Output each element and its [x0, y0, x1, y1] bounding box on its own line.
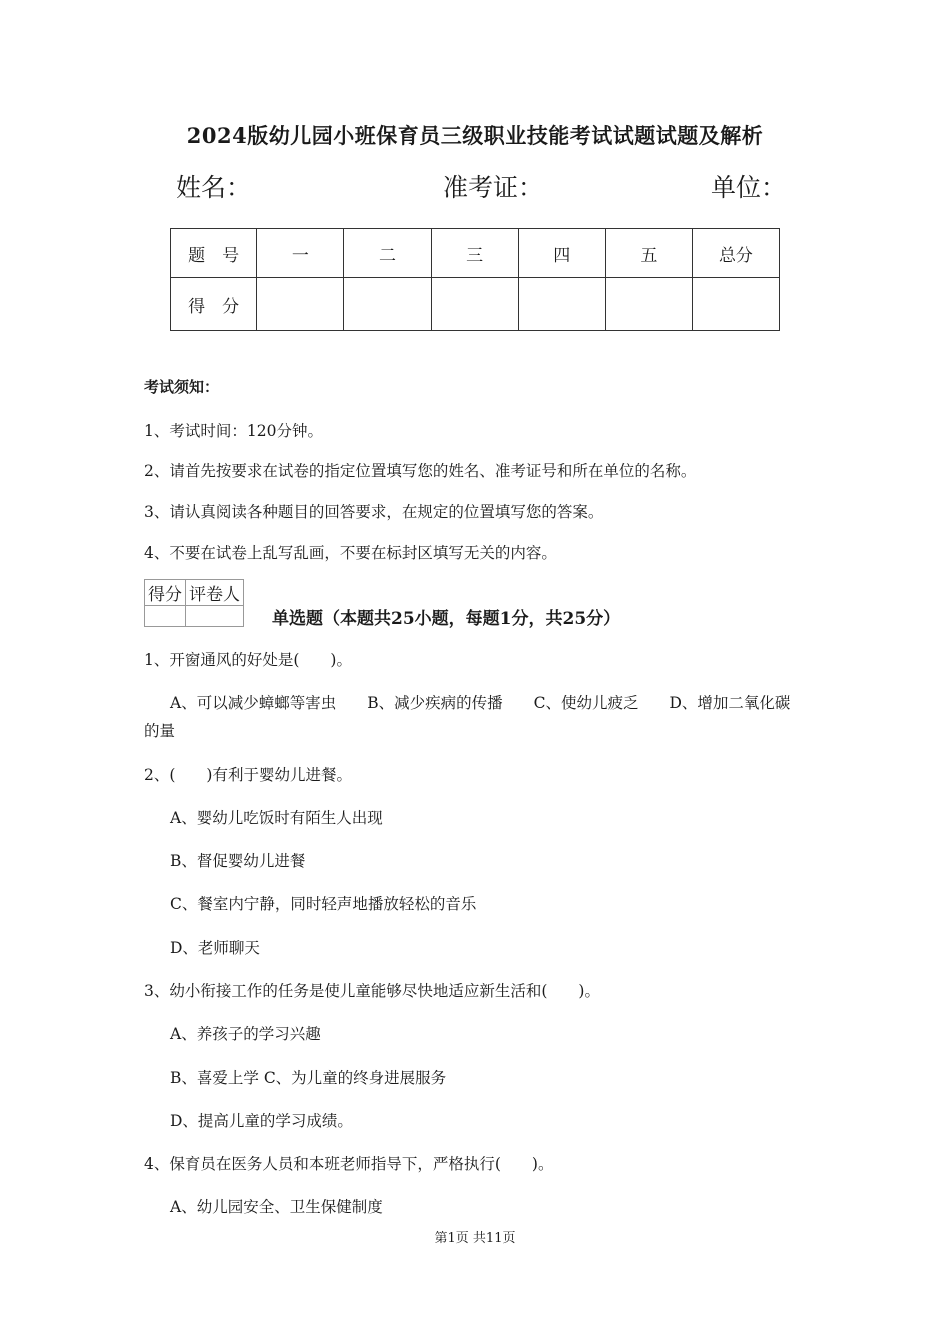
score-row-label: 得 分	[171, 278, 257, 331]
notice-item: 4、不要在试卷上乱写乱画，不要在标封区填写无关的内容。	[144, 544, 557, 562]
name-field-label: 姓名：	[176, 173, 252, 202]
page-footer: 第1页 共11页	[434, 1231, 516, 1246]
section-title: 单选题（本题共25小题，每题1分，共25分）	[272, 609, 621, 629]
score-cell[interactable]	[431, 278, 518, 331]
grader-score-label: 得分	[145, 580, 186, 606]
score-cell[interactable]	[257, 278, 344, 331]
question-option: C、餐室内宁静，同时轻声地播放轻松的音乐	[170, 895, 477, 913]
score-table-header-cell: 二	[344, 229, 431, 278]
question-option: B、督促婴幼儿进餐	[170, 852, 306, 870]
question-option: D、老师聊天	[170, 939, 260, 957]
question-option: A、养孩子的学习兴趣	[170, 1025, 321, 1043]
question-option: D、提高儿童的学习成绩。	[170, 1112, 353, 1130]
question-stem: 3、幼小衔接工作的任务是使儿童能够尽快地适应新生活和( )。	[144, 982, 600, 1000]
score-cell[interactable]	[344, 278, 431, 331]
score-table-header-cell: 三	[431, 229, 518, 278]
exam-id-field-label: 准考证：	[443, 173, 544, 202]
notice-title: 考试须知：	[144, 378, 220, 396]
score-table-header-cell: 四	[518, 229, 605, 278]
question-option: B、喜爱上学 C、为儿童的终身进展服务	[170, 1069, 447, 1087]
document-title: 2024版幼儿园小班保育员三级职业技能考试试题试题及解析	[186, 123, 764, 148]
grader-box	[144, 579, 244, 627]
question-options: A、可以减少蟑螂等害虫 B、减少疾病的传播 C、使幼儿疲乏 D、增加二氧化碳	[170, 694, 791, 712]
grader-name-cell[interactable]	[186, 606, 244, 627]
score-cell[interactable]	[518, 278, 605, 331]
score-table-header-cell: 总分	[692, 229, 779, 278]
unit-field-label: 单位：	[711, 173, 787, 202]
grader-score-cell[interactable]	[145, 606, 186, 627]
score-table-header-cell: 一	[257, 229, 344, 278]
score-cell[interactable]	[692, 278, 779, 331]
score-cell[interactable]	[605, 278, 692, 331]
question-option: A、幼儿园安全、卫生保健制度	[170, 1198, 383, 1216]
notice-item: 2、请首先按要求在试卷的指定位置填写您的姓名、准考证号和所在单位的名称。	[144, 462, 697, 480]
question-option: A、婴幼儿吃饭时有陌生人出现	[170, 809, 383, 827]
notice-item: 1、考试时间：120分钟。	[144, 422, 323, 440]
question-stem: 1、开窗通风的好处是( )。	[144, 651, 352, 669]
question-stem: 4、保育员在医务人员和本班老师指导下，严格执行( )。	[144, 1155, 554, 1173]
question-options-continued: 的量	[144, 722, 176, 740]
score-table-header-cell: 五	[605, 229, 692, 278]
score-table-score-row	[171, 278, 780, 331]
score-table-header-row	[171, 229, 780, 278]
score-table	[170, 228, 780, 331]
grader-label: 评卷人	[186, 580, 244, 606]
notice-item: 3、请认真阅读各种题目的回答要求，在规定的位置填写您的答案。	[144, 503, 604, 521]
score-table-header-cell: 题 号	[171, 229, 257, 278]
question-stem: 2、( )有利于婴幼儿进餐。	[144, 766, 352, 784]
